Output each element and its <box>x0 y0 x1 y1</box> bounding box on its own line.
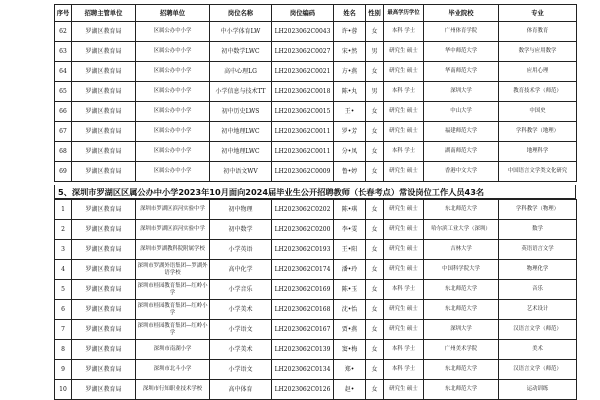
table-cell: 华南师范大学 <box>424 62 499 82</box>
table-cell: 本科 学士 <box>384 360 424 380</box>
table-cell: 9 <box>55 360 72 380</box>
table-cell: 区属公办中小学 <box>136 42 210 62</box>
table-row <box>55 200 577 220</box>
table-cell: 1 <box>55 200 72 220</box>
table-cell: 学科教学（地理） <box>499 122 577 142</box>
table-cell: 罗湖区教育局 <box>72 42 136 62</box>
table-cell: 罗湖区教育局 <box>72 162 136 182</box>
table-row <box>55 122 577 142</box>
table-cell: 69 <box>55 162 72 182</box>
header-cell: 姓名 <box>334 5 366 22</box>
table-cell: 深圳市桂园教育集团—红岭小学 <box>136 320 210 340</box>
table-cell: 深圳市桂园教育集团—红岭小学 <box>136 300 210 320</box>
table-cell: 女 <box>366 320 384 340</box>
table-cell: LH2023062C0167 <box>272 320 334 340</box>
table-cell: 62 <box>55 22 72 42</box>
table-cell: 5 <box>55 280 72 300</box>
table-cell: 7 <box>55 320 72 340</box>
table-cell: 数学与应用数学 <box>499 42 577 62</box>
table-cell: 罗湖区教育局 <box>72 102 136 122</box>
table-cell: 广州美术学院 <box>424 340 499 360</box>
table-cell: 福建师范大学 <box>424 122 499 142</box>
table-cell: 中小学体育LW <box>210 22 272 42</box>
table-row <box>55 340 577 360</box>
table-cell: 小学美术 <box>210 300 272 320</box>
table-cell: LH2023062C0134 <box>272 360 334 380</box>
table-cell: 罗湖区教育局 <box>72 300 136 320</box>
table-cell: 深圳市北斗小学 <box>136 360 210 380</box>
table-cell: 高中心理LG <box>210 62 272 82</box>
table-cell: 汉语言文学（师范） <box>499 320 577 340</box>
table-cell: 小学英语 <box>210 240 272 260</box>
table-cell: 物理化学 <box>499 260 577 280</box>
table-cell: 东北师范大学 <box>424 300 499 320</box>
table-cell: LH2023062C0043 <box>272 22 334 42</box>
header-cell: 招聘单位 <box>136 5 210 22</box>
table-cell: 区属公办中小学 <box>136 82 210 102</box>
section-title: 5、深圳市罗湖区区属公办中小学2023年10月面向2024届毕业生公开招聘教师（长春考点）常设岗位工作人员43名 <box>54 185 576 199</box>
table-cell: LH2023062C0139 <box>272 340 334 360</box>
table-cell: 男 <box>366 82 384 102</box>
table-cell: 研究生 硕士 <box>384 62 424 82</box>
table-row <box>55 22 577 42</box>
header-cell: 专业 <box>499 5 577 22</box>
table-cell: 音乐 <box>499 280 577 300</box>
table-cell: LH2023062C0169 <box>272 280 334 300</box>
table-row <box>55 142 577 162</box>
table-cell: 2 <box>55 220 72 240</box>
table-cell: 沈•怡 <box>334 300 366 320</box>
table-cell: 东北师范大学 <box>424 380 499 400</box>
table-cell: 女 <box>366 22 384 42</box>
table-cell: 罗湖区教育局 <box>72 360 136 380</box>
table-cell: 地理科学 <box>499 142 577 162</box>
table-cell: 63 <box>55 42 72 62</box>
table-cell: 运动训练 <box>499 380 577 400</box>
table-cell: 郑• <box>334 360 366 380</box>
table-cell: 67 <box>55 122 72 142</box>
table-cell: LH2023062C0202 <box>272 200 334 220</box>
table-cell: LH2023062C0027 <box>272 42 334 62</box>
table-cell: 初中数学LWC <box>210 42 272 62</box>
header-cell: 毕业院校 <box>424 5 499 22</box>
table-cell: 小学语文 <box>210 320 272 340</box>
table-row <box>55 300 577 320</box>
table-cell: 初中地理LWC <box>210 122 272 142</box>
table-cell: LH2023062C0011 <box>272 142 334 162</box>
table-cell: 研究生 硕士 <box>384 220 424 240</box>
table-cell: 美术 <box>499 340 577 360</box>
header-cell: 性别 <box>366 5 384 22</box>
table-cell: 初中地理LWC <box>210 142 272 162</box>
table-cell: 应用心理 <box>499 62 577 82</box>
table-cell: 女 <box>366 162 384 182</box>
table-cell: 4 <box>55 260 72 280</box>
table-cell: 罗湖区教育局 <box>72 200 136 220</box>
table-row <box>55 220 577 240</box>
table-cell: 本科 学士 <box>384 22 424 42</box>
table-row <box>55 320 577 340</box>
recruitment-table-part2 <box>54 199 577 400</box>
table-row <box>55 380 577 400</box>
table-cell: 宋•然 <box>334 42 366 62</box>
table-cell: 女 <box>366 300 384 320</box>
table-row <box>55 360 577 380</box>
table-cell: 李•雯 <box>334 220 366 240</box>
table-cell: 广州体育学院 <box>424 22 499 42</box>
table-cell: 女 <box>366 280 384 300</box>
table-cell: 女 <box>366 200 384 220</box>
table-cell: 方•燕 <box>334 62 366 82</box>
table-row <box>55 260 577 280</box>
table-cell: 罗湖区教育局 <box>72 142 136 162</box>
table-cell: LH2023062C0015 <box>272 102 334 122</box>
table-row <box>55 42 577 62</box>
table-cell: 王•阳 <box>334 240 366 260</box>
table-cell: 女 <box>366 142 384 162</box>
table-cell: 赵• <box>334 380 366 400</box>
table-cell: 潘•玲 <box>334 260 366 280</box>
table-cell: 本科 学士 <box>384 340 424 360</box>
table-cell: LH2023062C0174 <box>272 260 334 280</box>
table-row <box>55 102 577 122</box>
table-cell: 初中历史LWS <box>210 102 272 122</box>
table-cell: 女 <box>366 62 384 82</box>
table-cell: 研究生 硕士 <box>384 122 424 142</box>
table-cell: 罗湖区教育局 <box>72 320 136 340</box>
table-cell: 分•凤 <box>334 142 366 162</box>
table-cell: 罗•芳 <box>334 122 366 142</box>
table-cell: 贾•燕 <box>334 320 366 340</box>
table-cell: 初中物理 <box>210 200 272 220</box>
table-cell: 本科 学士 <box>384 82 424 102</box>
table-cell: 王• <box>334 102 366 122</box>
table-cell: 罗湖区教育局 <box>72 62 136 82</box>
table-cell: 区属公办中小学 <box>136 122 210 142</box>
table-cell: 小学信息与技术TT <box>210 82 272 102</box>
table-cell: 罗湖区教育局 <box>72 340 136 360</box>
table-cell: 罗湖区教育局 <box>72 240 136 260</box>
table-cell: 罗湖区教育局 <box>72 82 136 102</box>
table-cell: 深圳大学 <box>424 320 499 340</box>
table-cell: LH2023062C0168 <box>272 300 334 320</box>
table-cell: 68 <box>55 142 72 162</box>
table-cell: 小学语文 <box>210 360 272 380</box>
table-cell: 数学 <box>499 220 577 240</box>
table-cell: 深圳市行知职业技术学校 <box>136 380 210 400</box>
table-cell: 女 <box>366 240 384 260</box>
table-cell: 女 <box>366 122 384 142</box>
table-cell: LH2023062C0193 <box>272 240 334 260</box>
table-cell: 区属公办中小学 <box>136 62 210 82</box>
table-row <box>55 240 577 260</box>
header-cell: 招聘主管单位 <box>72 5 136 22</box>
table-cell: LH2023062C0200 <box>272 220 334 240</box>
header-cell: 序号 <box>55 5 72 22</box>
table-cell: 66 <box>55 102 72 122</box>
table-row <box>55 280 577 300</box>
recruitment-table-part1 <box>54 4 577 182</box>
table-cell: 陈•玉 <box>334 280 366 300</box>
table-cell: 女 <box>366 260 384 280</box>
table-cell: 哈尔滨工业大学（深圳） <box>424 220 499 240</box>
table-cell: 本科 学士 <box>384 142 424 162</box>
table-cell: 陈•琪 <box>334 200 366 220</box>
table-cell: 研究生 硕士 <box>384 300 424 320</box>
table-header-row <box>55 5 577 22</box>
table-cell: 女 <box>366 340 384 360</box>
table-cell: 中山大学 <box>424 102 499 122</box>
table-cell: 体育教育 <box>499 22 577 42</box>
table-cell: 深圳大学 <box>424 82 499 102</box>
table-cell: 64 <box>55 62 72 82</box>
table-cell: 东北师范大学 <box>424 280 499 300</box>
table-cell: 3 <box>55 240 72 260</box>
table-cell: 陈•丸 <box>334 82 366 102</box>
table-cell: 区属公办中小学 <box>136 102 210 122</box>
table-cell: 东北师范大学 <box>424 200 499 220</box>
table-cell: 区属公办中小学 <box>136 162 210 182</box>
table-cell: 许•蓉 <box>334 22 366 42</box>
table-cell: 湖南师范大学 <box>424 142 499 162</box>
header-cell: 岗位编码 <box>272 5 334 22</box>
table-cell: 英语语言文学 <box>499 240 577 260</box>
table-cell: 研究生 硕士 <box>384 162 424 182</box>
table-cell: 女 <box>366 220 384 240</box>
table-cell: 罗湖区教育局 <box>72 22 136 42</box>
table-cell: 罗湖区教育局 <box>72 260 136 280</box>
table-cell: 深圳市罗湖区滨河实验中学 <box>136 200 210 220</box>
table-cell: 男 <box>366 42 384 62</box>
table-cell: LH2023062C0126 <box>272 380 334 400</box>
table-cell: 小学美术 <box>210 340 272 360</box>
table-cell: 研究生 硕士 <box>384 200 424 220</box>
table-cell: 深圳市罗湖区滨河实验中学 <box>136 220 210 240</box>
table-cell: 10 <box>55 380 72 400</box>
table-cell: 鲁•婷 <box>334 162 366 182</box>
table-cell: 65 <box>55 82 72 102</box>
table-cell: 8 <box>55 340 72 360</box>
table-cell: 中国语言文学类文化研究 <box>499 162 577 182</box>
table-cell: LH2023062C0011 <box>272 122 334 142</box>
table-cell: 罗湖区教育局 <box>72 280 136 300</box>
table-row <box>55 62 577 82</box>
table-cell: 研究生 硕士 <box>384 240 424 260</box>
table-cell: 区属公办中小学 <box>136 22 210 42</box>
table-cell: 深圳市桂园教育集团—红岭小学 <box>136 280 210 300</box>
table-cell: 女 <box>366 360 384 380</box>
header-cell: 最高学历学位 <box>384 5 424 22</box>
table-cell: 汉语言文学（师范） <box>499 360 577 380</box>
table-cell: 小学音乐 <box>210 280 272 300</box>
table-cell: 中国史 <box>499 102 577 122</box>
table-cell: 华中师范大学 <box>424 42 499 62</box>
table-row <box>55 82 577 102</box>
table-cell: 女 <box>366 380 384 400</box>
table-row <box>55 162 577 182</box>
table-cell: 高中化学 <box>210 260 272 280</box>
table-cell: 本科 学士 <box>384 280 424 300</box>
table-cell: 研究生 硕士 <box>384 42 424 62</box>
table-cell: 罗湖区教育局 <box>72 380 136 400</box>
table-cell: 学科教学（物理） <box>499 200 577 220</box>
table-cell: 罗湖区教育局 <box>72 220 136 240</box>
table-cell: 区属公办中小学 <box>136 142 210 162</box>
table-cell: 研究生 硕士 <box>384 320 424 340</box>
header-cell: 岗位名称 <box>210 5 272 22</box>
table-cell: 深圳市南湖小学 <box>136 340 210 360</box>
table-cell: 东北师范大学 <box>424 360 499 380</box>
table-cell: 研究生 硕士 <box>384 260 424 280</box>
table-cell: LH2023062C0021 <box>272 62 334 82</box>
table-cell: 6 <box>55 300 72 320</box>
table-cell: 窦•梅 <box>334 340 366 360</box>
table-cell: 教育技术学（师范） <box>499 82 577 102</box>
table-cell: 高中体育 <box>210 380 272 400</box>
table-cell: 研究生 硕士 <box>384 380 424 400</box>
table-cell: LH2023062C0009 <box>272 162 334 182</box>
table-cell: 香港中文大学 <box>424 162 499 182</box>
table-cell: 中国科学院大学 <box>424 260 499 280</box>
table-cell: 深圳市罗湖外语集团—罗湖外语学校 <box>136 260 210 280</box>
table-cell: 初中数学 <box>210 220 272 240</box>
table-cell: 研究生 硕士 <box>384 102 424 122</box>
table-cell: LH2023062C0018 <box>272 82 334 102</box>
table-cell: 吉林大学 <box>424 240 499 260</box>
table-cell: 罗湖区教育局 <box>72 122 136 142</box>
table-cell: 深圳市罗湖教科院附属学校 <box>136 240 210 260</box>
table-cell: 初中语文WV <box>210 162 272 182</box>
table-cell: 女 <box>366 102 384 122</box>
table-cell: 艺术设计 <box>499 300 577 320</box>
